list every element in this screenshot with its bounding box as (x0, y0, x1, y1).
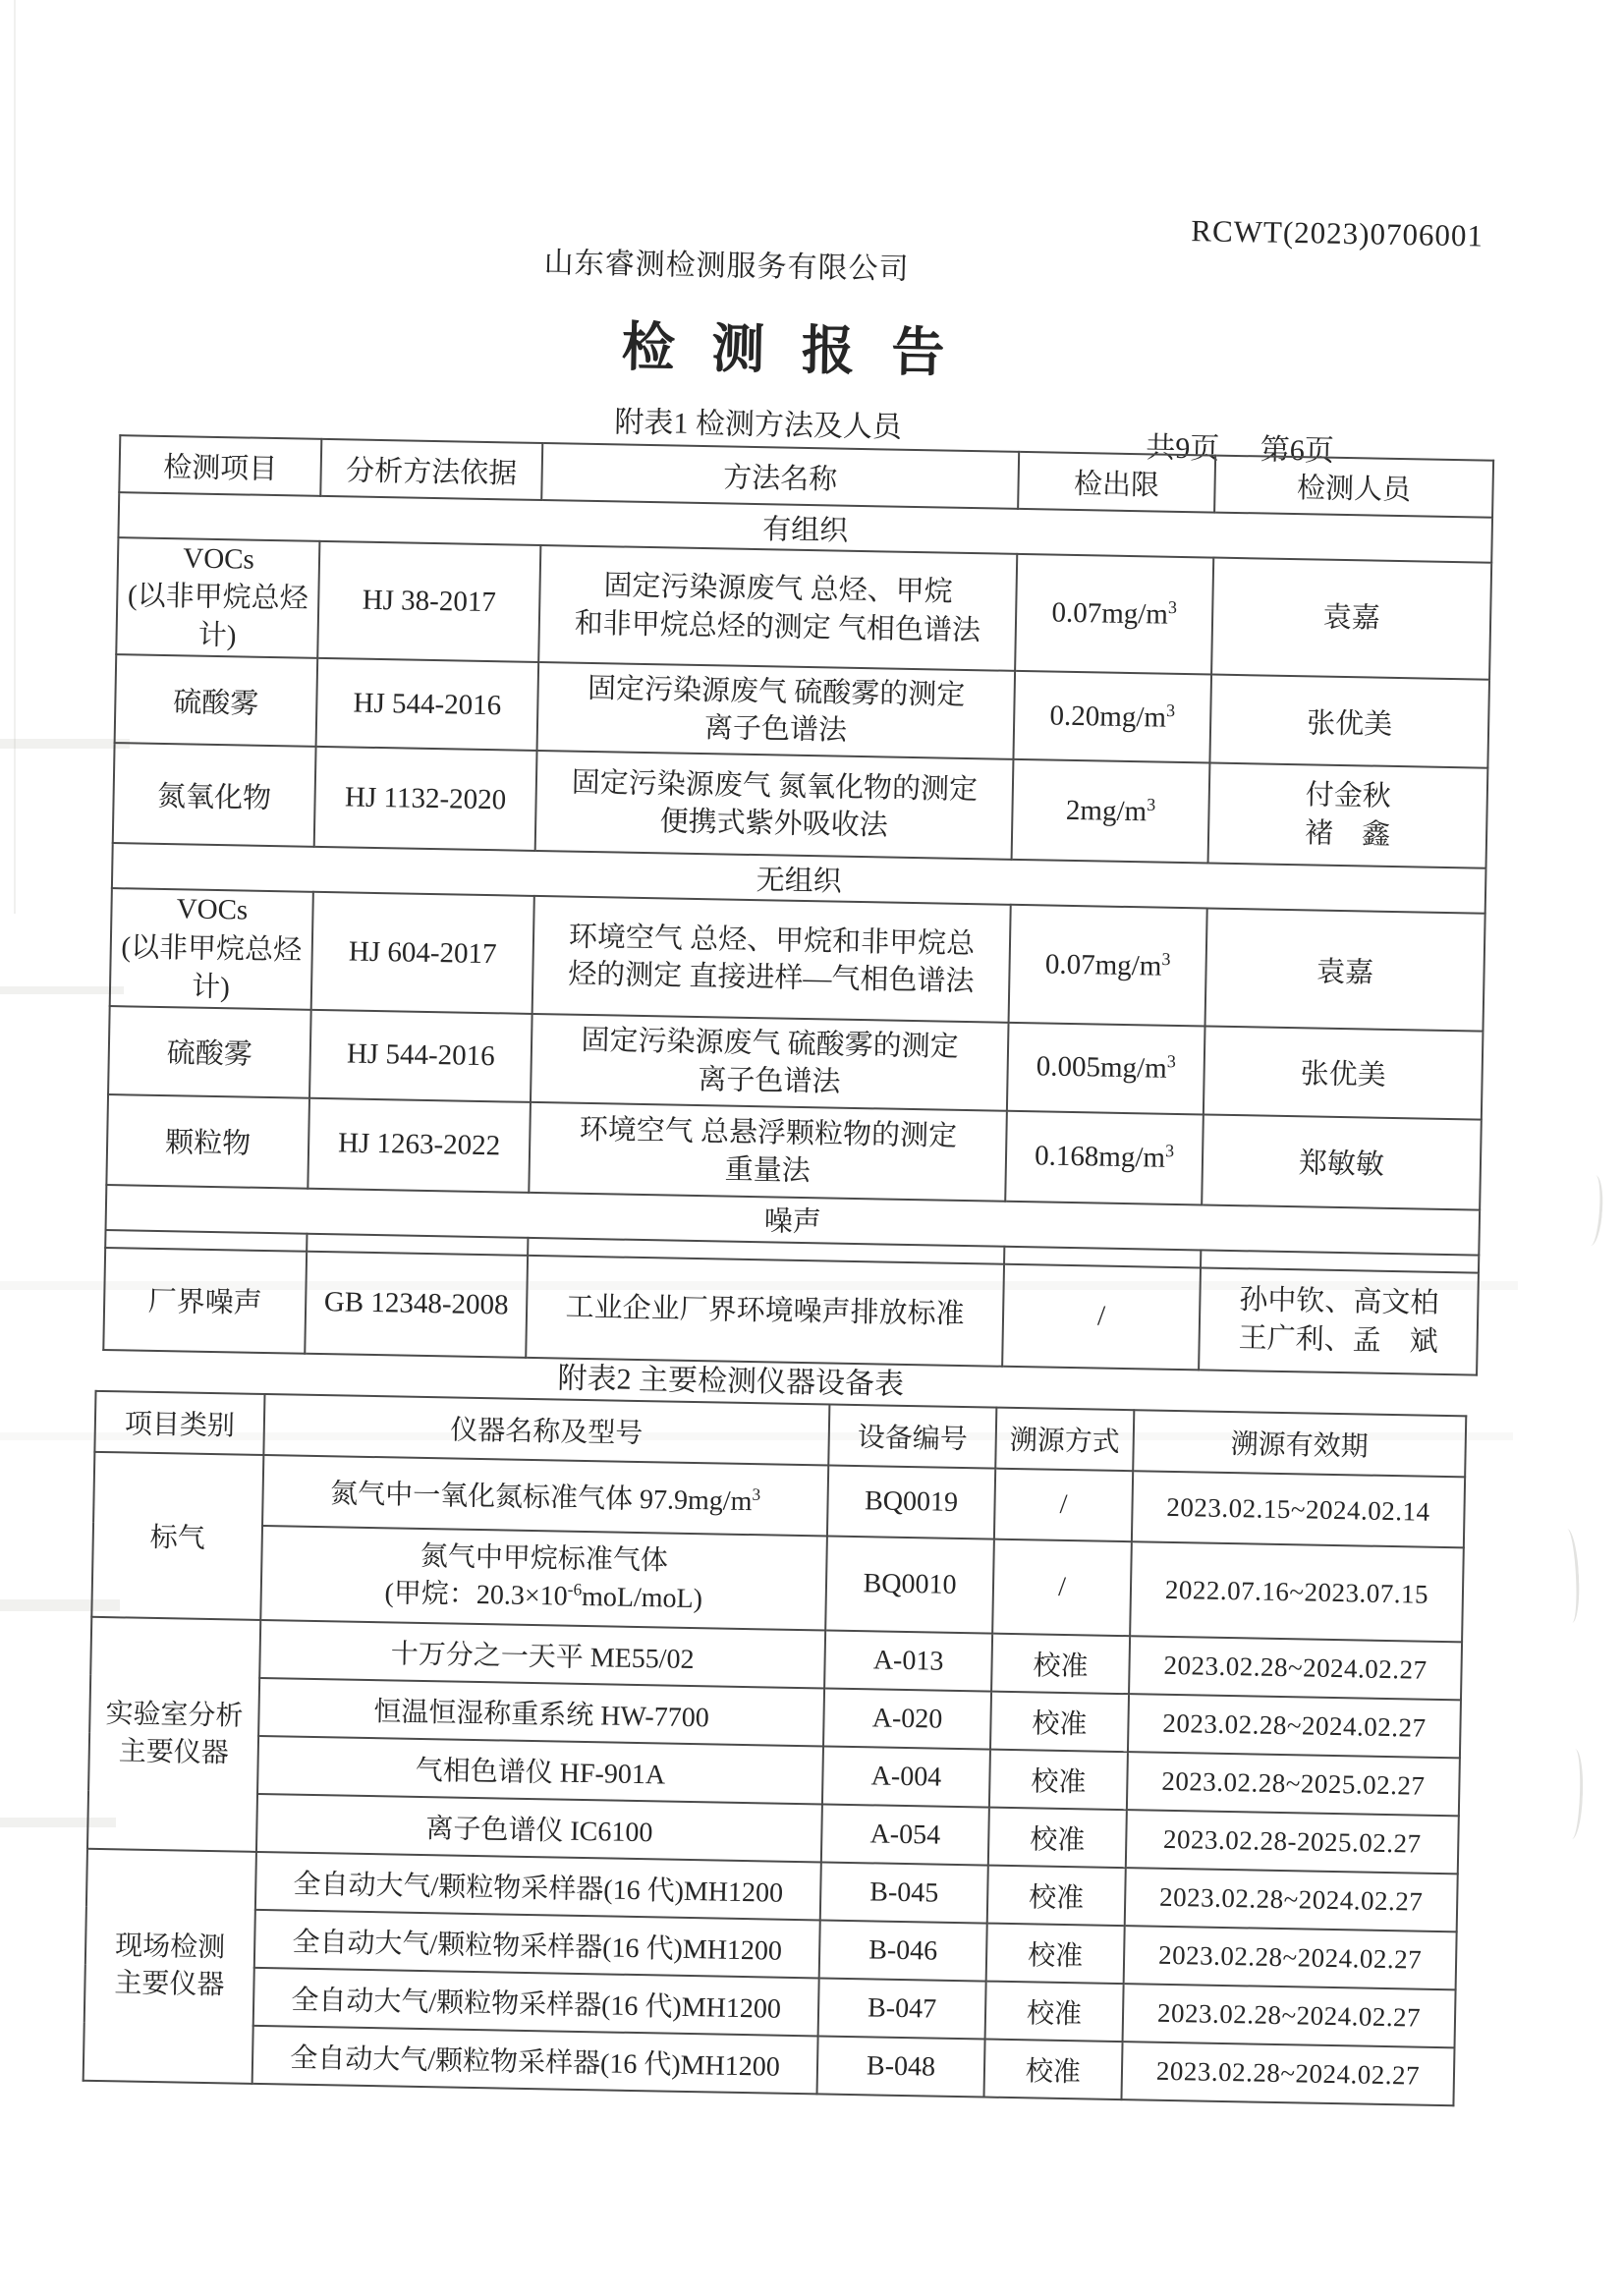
table1-caption: 附表1 检测方法及人员 (614, 406, 903, 444)
pages-total: 共9页 (1145, 431, 1220, 466)
section-organized: 有组织 (118, 492, 1492, 563)
cell-person: 袁嘉 (1211, 558, 1491, 681)
cell-limit: $0.168mg/m^3$ (1005, 1111, 1204, 1205)
cell-trace: 校准 (990, 1692, 1129, 1753)
cell-person: 张优美 (1204, 1026, 1484, 1119)
header-device-code: 设备编号 (828, 1405, 996, 1469)
cell-code: A-013 (824, 1630, 992, 1691)
methods-personnel-table (102, 434, 1494, 1375)
section-unorganized: 无组织 (112, 843, 1486, 914)
cell-basis: HJ 544-2016 (309, 1010, 532, 1102)
cell-trace: 校准 (991, 1634, 1130, 1695)
page-title: 检 测 报 告 (621, 317, 957, 383)
cell-instrument: 离子色谱仪 IC6100 (256, 1794, 822, 1863)
cell-validity: 2022.07.16~2023.07.15 (1130, 1541, 1464, 1642)
cell-instrument: 全自动大气/颗粒物采样器(16 代)MH1200 (252, 2026, 818, 2095)
cell-person: 张优美 (1209, 675, 1489, 768)
cell-instrument: 氮气中甲烷标准气体 (甲烷：$20.3\times 10^{-6}moL/moL$) (260, 1526, 827, 1631)
cell-basis: HJ 1263-2022 (308, 1098, 531, 1193)
cell-code: B-046 (819, 1920, 987, 1981)
cell-item: VOCs (以非甲烷总烃计) (116, 537, 319, 658)
header-test-item: 检测项目 (119, 435, 321, 496)
cell-limit: $2mg/m^3$ (1012, 759, 1210, 864)
cell-method: 固定污染源废气 总烃、甲烷 和非甲烷总烃的测定 气相色谱法 (538, 545, 1017, 671)
header-method-basis: 分析方法依据 (320, 439, 542, 500)
cell-trace: / (992, 1539, 1132, 1637)
cell-method: 环境空气 总烃、甲烷和非甲烷总 烃的测定 直接进样—气相色谱法 (532, 896, 1011, 1022)
cell-instrument: 全自动大气/颗粒物采样器(16 代)MH1200 (255, 1852, 821, 1921)
cell-trace: 校准 (989, 1750, 1128, 1811)
cell-method: 固定污染源废气 氮氧化物的测定 便携式紫外吸收法 (535, 751, 1014, 860)
cell-validity: 2023.02.28~2024.02.27 (1129, 1636, 1462, 1700)
cell-person: 郑敏敏 (1202, 1114, 1482, 1209)
cell-trace: 校准 (988, 1808, 1127, 1869)
cell-item: VOCs (以非甲烷总烃计) (110, 888, 313, 1009)
cell-basis: HJ 38-2017 (317, 541, 540, 663)
cell-instrument: 全自动大气/颗粒物采样器(16 代)MH1200 (254, 1910, 820, 1979)
cell-instrument: 全自动大气/颗粒物采样器(16 代)MH1200 (253, 1968, 819, 2037)
cell-category: 标气 (91, 1452, 263, 1620)
header-instrument-name: 仪器名称及型号 (263, 1394, 829, 1466)
cell-person: 袁嘉 (1205, 909, 1485, 1032)
cell-validity: 2023.02.15~2024.02.14 (1132, 1471, 1465, 1547)
cell-person: 孙中钦、高文柏 王广利、孟 斌 (1199, 1267, 1479, 1374)
cell-code: A-004 (822, 1746, 990, 1807)
header-method-name: 方法名称 (541, 443, 1019, 509)
cell-validity: 2023.02.28~2024.02.27 (1123, 1984, 1456, 2047)
company-name: 山东睿测检测服务有限公司 (543, 247, 910, 286)
cell-basis: HJ 1132-2020 (314, 747, 537, 851)
cell-item: 氮氧化物 (113, 744, 316, 848)
header-personnel: 检测人员 (1214, 456, 1493, 518)
cell-method: 固定污染源废气 硫酸雾的测定 离子色谱法 (537, 662, 1016, 759)
cell-code: BQ0019 (827, 1466, 995, 1539)
cell-code: B-045 (820, 1862, 988, 1923)
cell-trace: 校准 (987, 1866, 1126, 1927)
cell-code: BQ0010 (825, 1537, 994, 1634)
header-category: 项目类别 (94, 1391, 264, 1455)
cell-trace: 校准 (985, 1982, 1124, 2043)
cell-instrument: 气相色谱仪 HF-901A (257, 1736, 823, 1805)
header-detection-limit: 检出限 (1018, 452, 1215, 513)
cell-instrument: 十万分之一天平 ME55/02 (259, 1620, 825, 1689)
cell-instrument: 恒温恒湿称重系统 HW-7700 (258, 1678, 824, 1747)
cell-limit: $0.20mg/m^3$ (1013, 671, 1211, 763)
cell-limit: $0.005mg/m^3$ (1007, 1023, 1205, 1115)
cell-code: A-020 (823, 1688, 991, 1749)
cell-person: 付金秋 褚 鑫 (1208, 763, 1488, 868)
cell-item: 颗粒物 (106, 1094, 309, 1189)
cell-validity: 2023.02.28~2024.02.27 (1121, 2042, 1454, 2105)
cell-validity: 2023.02.28-2025.02.27 (1126, 1810, 1459, 1874)
cell-code: B-048 (817, 2036, 985, 2097)
cell-basis: HJ 544-2016 (316, 658, 539, 751)
cell-method: 工业企业厂界环境噪声排放标准 (526, 1256, 1004, 1367)
cell-category: 实验室分析 主要仪器 (87, 1617, 260, 1852)
cell-item: 硫酸雾 (115, 655, 318, 748)
cell-validity: 2023.02.28~2024.02.27 (1128, 1694, 1461, 1758)
cell-code: B-047 (818, 1978, 986, 2039)
table2-caption: 附表2 主要检测仪器设备表 (557, 1362, 905, 1401)
cell-limit: $0.07mg/m^3$ (1009, 905, 1207, 1026)
page-current: 第6页 (1260, 433, 1335, 468)
cell-trace: 校准 (983, 2040, 1122, 2100)
cell-limit: $0.07mg/m^3$ (1015, 554, 1213, 675)
header-trace-method: 溯源方式 (995, 1408, 1134, 1472)
cell-method: 环境空气 总悬浮颗粒物的测定 重量法 (529, 1102, 1007, 1202)
cell-basis: GB 12348-2008 (305, 1252, 528, 1358)
header-trace-validity: 溯源有效期 (1133, 1410, 1466, 1477)
section-noise: 噪声 (106, 1185, 1481, 1256)
cell-basis: HJ 604-2017 (311, 892, 534, 1014)
cell-item: 厂界噪声 (103, 1248, 307, 1354)
instruments-table (83, 1390, 1468, 2106)
cell-limit: / (1002, 1264, 1201, 1371)
report-number: RCWT(2023)0706001 (1191, 213, 1484, 253)
cell-category: 现场检测 主要仪器 (84, 1849, 256, 2084)
cell-validity: 2023.02.28~2024.02.27 (1124, 1926, 1457, 1989)
cell-validity: 2023.02.28~2025.02.27 (1127, 1752, 1460, 1816)
cell-trace: 校准 (986, 1924, 1125, 1985)
cell-validity: 2023.02.28~2024.02.27 (1125, 1868, 1458, 1931)
cell-method: 固定污染源废气 硫酸雾的测定 离子色谱法 (531, 1014, 1009, 1111)
cell-item: 硫酸雾 (108, 1006, 311, 1098)
cell-instrument: 氮气中一氧化氮标准气体 $97.9mg/m^3$ (262, 1455, 828, 1537)
cell-trace: / (994, 1469, 1133, 1542)
cell-code: A-054 (821, 1804, 989, 1865)
